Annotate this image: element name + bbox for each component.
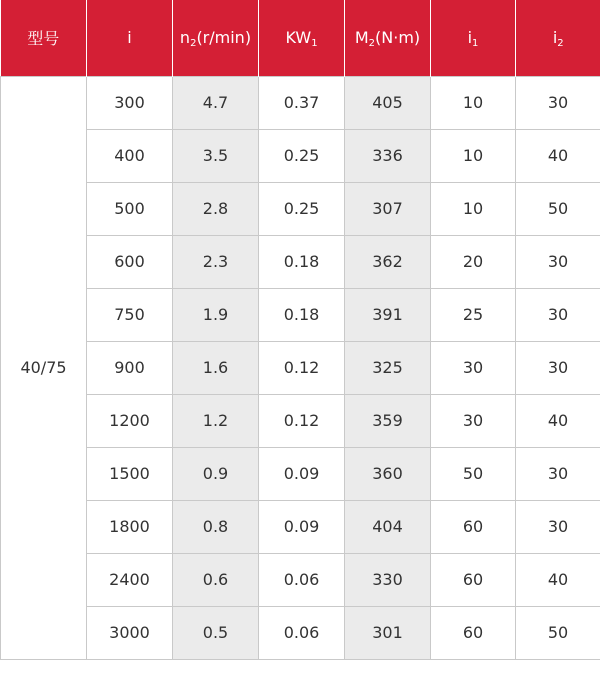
model-cell: 40/75 bbox=[1, 76, 87, 659]
table-cell: 900 bbox=[87, 341, 173, 394]
table-cell: 391 bbox=[345, 288, 431, 341]
table-cell: 3.5 bbox=[173, 129, 259, 182]
table-cell: 2.8 bbox=[173, 182, 259, 235]
table-cell: 4.7 bbox=[173, 76, 259, 129]
table-row bbox=[1, 129, 600, 182]
header-model: 型号 bbox=[1, 0, 87, 76]
table-cell: 336 bbox=[345, 129, 431, 182]
table-cell: 30 bbox=[516, 341, 600, 394]
table-cell: 307 bbox=[345, 182, 431, 235]
table-cell: 30 bbox=[516, 447, 600, 500]
table-cell: 10 bbox=[431, 182, 516, 235]
table-cell: 50 bbox=[516, 182, 600, 235]
table-cell: 362 bbox=[345, 235, 431, 288]
header-ratio: i bbox=[87, 0, 173, 76]
table-cell: 30 bbox=[516, 288, 600, 341]
table-cell: 0.18 bbox=[259, 235, 345, 288]
table-cell: 0.09 bbox=[259, 500, 345, 553]
table-row bbox=[1, 447, 600, 500]
table-cell: 400 bbox=[87, 129, 173, 182]
table-cell: 360 bbox=[345, 447, 431, 500]
table-cell: 330 bbox=[345, 553, 431, 606]
table-cell: 0.25 bbox=[259, 129, 345, 182]
table-cell: 50 bbox=[516, 606, 600, 659]
table-cell: 1.9 bbox=[173, 288, 259, 341]
table-row bbox=[1, 606, 600, 659]
table-row bbox=[1, 182, 600, 235]
table-cell: 0.37 bbox=[259, 76, 345, 129]
table-cell: 1500 bbox=[87, 447, 173, 500]
table-row bbox=[1, 76, 600, 129]
table-cell: 50 bbox=[431, 447, 516, 500]
table-cell: 60 bbox=[431, 500, 516, 553]
table-cell: 1.2 bbox=[173, 394, 259, 447]
table-cell: 30 bbox=[516, 500, 600, 553]
table-cell: 30 bbox=[431, 341, 516, 394]
header-row bbox=[1, 0, 600, 76]
table-cell: 2400 bbox=[87, 553, 173, 606]
table-cell: 10 bbox=[431, 129, 516, 182]
table-cell: 30 bbox=[431, 394, 516, 447]
table-cell: 325 bbox=[345, 341, 431, 394]
header-ratio-2: $i_2$ bbox=[516, 0, 600, 76]
table-cell: 40 bbox=[516, 129, 600, 182]
table-cell: 0.25 bbox=[259, 182, 345, 235]
header-output-speed: $n_2(r/\min)$ bbox=[173, 0, 259, 76]
table-row bbox=[1, 394, 600, 447]
table-cell: 750 bbox=[87, 288, 173, 341]
table-cell: 60 bbox=[431, 606, 516, 659]
table-cell: 0.12 bbox=[259, 394, 345, 447]
header-output-torque: $M_2(N\cdot m)$ bbox=[345, 0, 431, 76]
table-cell: 0.06 bbox=[259, 606, 345, 659]
table-header bbox=[1, 0, 600, 76]
table-cell: 500 bbox=[87, 182, 173, 235]
table-cell: 30 bbox=[516, 235, 600, 288]
table-cell: 0.06 bbox=[259, 553, 345, 606]
table-row bbox=[1, 500, 600, 553]
table-cell: 0.8 bbox=[173, 500, 259, 553]
table-row bbox=[1, 235, 600, 288]
table-cell: 0.5 bbox=[173, 606, 259, 659]
table-cell: 0.18 bbox=[259, 288, 345, 341]
table-cell: 0.09 bbox=[259, 447, 345, 500]
table-cell: 1.6 bbox=[173, 341, 259, 394]
table-cell: 301 bbox=[345, 606, 431, 659]
table-cell: 40 bbox=[516, 553, 600, 606]
table-cell: 60 bbox=[431, 553, 516, 606]
table-cell: 40 bbox=[516, 394, 600, 447]
table-row bbox=[1, 341, 600, 394]
table-cell: 2.3 bbox=[173, 235, 259, 288]
table-cell: 10 bbox=[431, 76, 516, 129]
table-row bbox=[1, 288, 600, 341]
table-body bbox=[1, 76, 600, 659]
table-cell: 3000 bbox=[87, 606, 173, 659]
table-cell: 1200 bbox=[87, 394, 173, 447]
table-cell: 300 bbox=[87, 76, 173, 129]
header-power: $KW_1$ bbox=[259, 0, 345, 76]
table-cell: 30 bbox=[516, 76, 600, 129]
table-cell: 0.6 bbox=[173, 553, 259, 606]
header-ratio-1: $i_1$ bbox=[431, 0, 516, 76]
table-cell: 404 bbox=[345, 500, 431, 553]
table-cell: 20 bbox=[431, 235, 516, 288]
table-cell: 25 bbox=[431, 288, 516, 341]
table-row bbox=[1, 553, 600, 606]
table-cell: 359 bbox=[345, 394, 431, 447]
table-cell: 0.9 bbox=[173, 447, 259, 500]
table-cell: 0.12 bbox=[259, 341, 345, 394]
table-cell: 405 bbox=[345, 76, 431, 129]
table-cell: 600 bbox=[87, 235, 173, 288]
table-cell: 1800 bbox=[87, 500, 173, 553]
